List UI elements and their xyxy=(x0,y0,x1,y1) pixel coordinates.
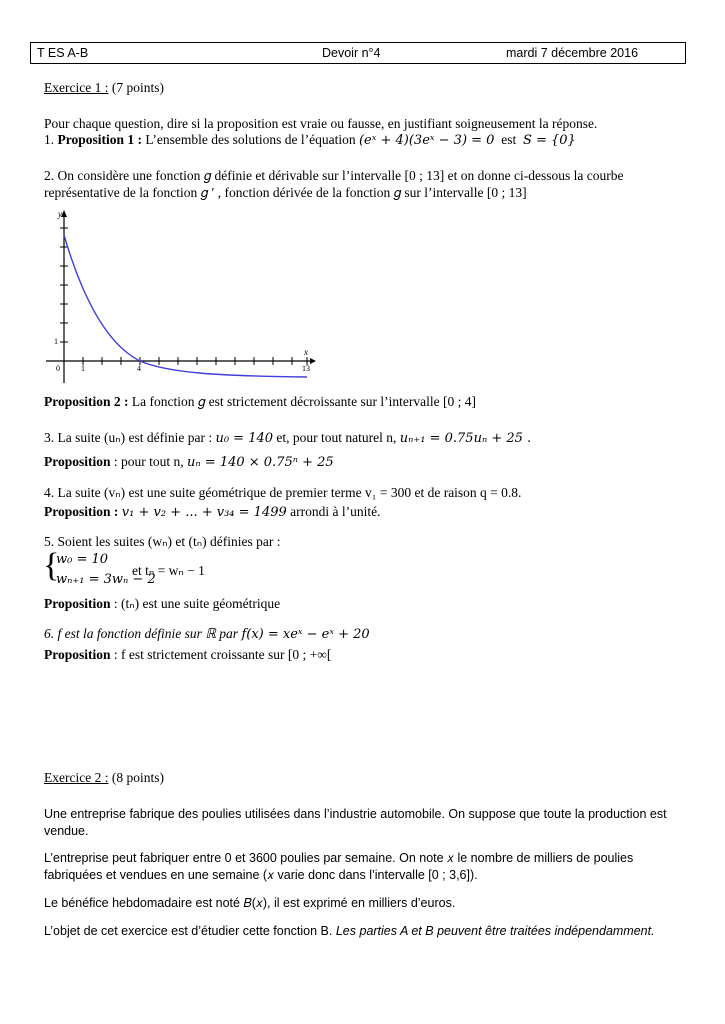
x-tick-label-1: 1 xyxy=(81,364,85,373)
g-prime-curve xyxy=(64,235,307,377)
q2-prop-text: La fonction 𝑔 est strictement décroissante sur l’intervalle [0 ; 4] xyxy=(131,394,476,409)
q4-prop-formula: v₁ + v₂ + ... + v₃₄ = 1499 xyxy=(121,505,287,520)
proposition-3 xyxy=(44,454,334,470)
ex2-paragraph-3: Le bénéfice hebdomadaire est noté 𝐵(𝑥), il est exprimé en milliers d’euros. xyxy=(44,896,456,910)
proposition-4 xyxy=(44,504,380,520)
q3-u0: u₀ = 140 xyxy=(215,431,274,446)
q3-recurrence: uₙ₊₁ = 0.75uₙ + 25 . xyxy=(399,431,532,446)
question-4: 4. La suite (vₙ) est une suite géométrique de premier terme v₁ = 300 et de raison q = 0.8. xyxy=(44,485,522,500)
q4-prop-text: arrondi à l’unité. xyxy=(290,504,381,519)
ex2-paragraph-1-line-2: vendue. xyxy=(44,824,89,838)
exercise-1-points: (7 points) xyxy=(111,80,164,95)
exercise-2-heading xyxy=(44,770,164,786)
q3-prop-formula: uₙ = 140 × 0.75ⁿ + 25 xyxy=(187,455,334,470)
q5-w0: w₀ = 10 xyxy=(56,552,109,567)
header-title: Devoir n°4 xyxy=(322,46,381,60)
q4-prop-label: Proposition : xyxy=(44,504,119,519)
exercise-2-points: (8 points) xyxy=(111,770,164,785)
y-axis-label: y xyxy=(58,209,62,219)
exercise-1-title: Exercice 1 : xyxy=(44,80,109,95)
x-tick-label-13: 13 xyxy=(302,364,310,373)
origin-label: 0 xyxy=(56,364,60,373)
header-class: T ES A-B xyxy=(37,46,89,60)
question-3 xyxy=(44,430,531,446)
x-axis-label: x xyxy=(304,347,308,357)
header-box xyxy=(30,42,686,64)
q5-w-recurrence: wₙ₊₁ = 3wₙ − 2 xyxy=(56,572,156,587)
system-brace: { xyxy=(43,547,60,584)
q2-prop-label: Proposition 2 : xyxy=(44,394,129,409)
proposition-5 xyxy=(44,596,280,612)
q5-prop-text: : (tₙ) est une suite géométrique xyxy=(113,596,281,611)
x-axis-arrow xyxy=(310,358,316,364)
q2-line-1: 2. On considère une fonction 𝑔 définie et dérivable sur l’intervalle [0 ; 13] et on donne ci-dessous la courbe xyxy=(44,168,624,183)
q2-line-2: représentative de la fonction 𝑔 ′ , fonction dérivée de la fonction 𝑔 sur l’intervalle [0 ; 13] xyxy=(44,185,527,200)
question-6 xyxy=(44,626,370,642)
proposition-6 xyxy=(44,647,331,663)
q3-prop-label: Proposition xyxy=(44,454,111,469)
q1-label: Proposition 1 : xyxy=(57,132,143,147)
q6-prop-label: Proposition xyxy=(44,647,111,662)
ex2-p4-start: L’objet de cet exercice est d’étudier cette fonction B. xyxy=(44,924,333,938)
q1-equation: (eˣ + 4)(3eˣ − 3) = 0 xyxy=(358,133,495,148)
ex2-paragraph-4 xyxy=(44,924,655,938)
question-5: 5. Soient les suites (wₙ) et (tₙ) définies par : xyxy=(44,534,281,549)
ex2-p4-italic: Les parties A et B peuvent être traitées indépendamment. xyxy=(335,924,655,938)
q1-est: est xyxy=(501,132,517,147)
q5-prop-label: Proposition xyxy=(44,596,111,611)
q3-mid: et, pour tout naturel n, xyxy=(276,430,397,445)
ex2-paragraph-2-line-1: L’entreprise peut fabriquer entre 0 et 3600 poulies par semaine. On note 𝑥 le nombre de milliers de poulies xyxy=(44,851,634,865)
y-tick-label-1: 1 xyxy=(54,337,58,346)
exercise-1-heading xyxy=(44,80,164,96)
exercise-1-intro: Pour chaque question, dire si la proposition est vraie ou fausse, en justifiant soigneusement la réponse. xyxy=(44,116,598,131)
q5-t-definition: et tₙ = wₙ − 1 xyxy=(132,563,205,578)
ex2-paragraph-1-line-1: Une entreprise fabrique des poulies utilisées dans l’industrie automobile. On suppose que toute la production est xyxy=(44,807,667,821)
q3-prop-text: : pour tout n, xyxy=(113,454,184,469)
q6-line: 6. f est la fonction définie sur ℝ par xyxy=(44,626,239,641)
q1-text: L’ensemble des solutions de l’équation xyxy=(145,132,356,147)
x-tick-label-4: 4 xyxy=(137,364,141,373)
derivative-graph xyxy=(38,205,318,385)
question-1 xyxy=(44,132,576,148)
ex2-paragraph-2-line-2: fabriquées et vendues en une semaine (𝑥 varie donc dans l’intervalle [0 ; 3,6]). xyxy=(44,868,478,882)
header-date: mardi 7 décembre 2016 xyxy=(506,46,639,60)
q6-formula: f(x) = xeˣ − eˣ + 20 xyxy=(241,627,370,642)
exercise-2-title: Exercice 2 : xyxy=(44,770,109,785)
q6-prop-text: : f est strictement croissante sur [0 ; +∞[ xyxy=(113,647,332,662)
q3-line: 3. La suite (uₙ) est définie par : xyxy=(44,430,213,445)
q1-set: S = {0} xyxy=(522,133,576,148)
q1-number: 1. xyxy=(44,132,55,147)
proposition-2 xyxy=(44,394,476,410)
